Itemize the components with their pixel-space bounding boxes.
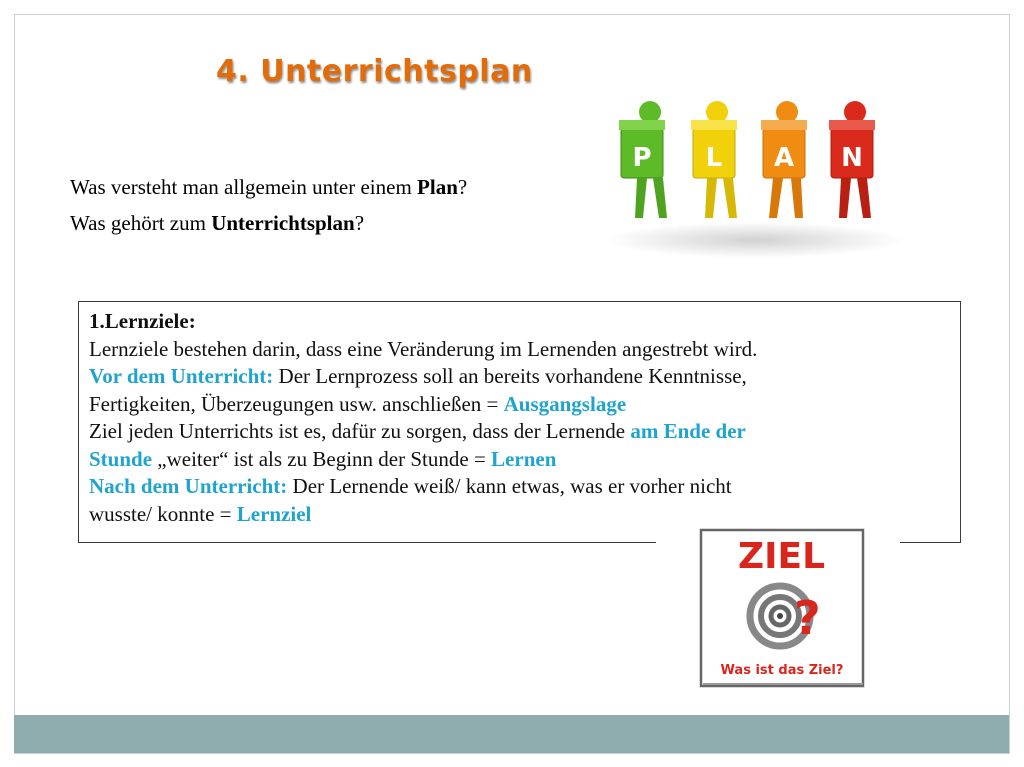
plan-letter: N <box>841 143 863 173</box>
plan-letter: P <box>632 143 652 173</box>
figure-l <box>691 101 737 218</box>
lernziele-line-2: Vor dem Unterricht: Der Lernprozess soll an bereits vorhandene Kenntnisse, <box>89 364 747 388</box>
highlight-lernen: Lernen <box>491 446 557 471</box>
question-text: Was gehört zum <box>70 211 212 235</box>
figure-p <box>619 101 667 218</box>
lernziele-heading: 1.Lernziele: <box>89 309 196 333</box>
lernziele-line-3: Fertigkeiten, Überzeugungen usw. anschließen = Ausgangslage <box>89 391 627 416</box>
plan-figures-illustration <box>605 90 905 270</box>
question-mark: ? <box>457 175 468 199</box>
ziel-word: ZIEL <box>738 536 826 577</box>
question-text: Was versteht man allgemein unter einem <box>70 175 418 199</box>
question-keyword: Unterrichtsplan <box>211 211 355 235</box>
question-keyword: Plan <box>417 175 458 199</box>
lernziele-line-1: Lernziele bestehen darin, dass eine Veränderung im Lernenden angestrebt wird. <box>89 336 758 361</box>
highlight-ausgangslage: Ausgangslage <box>503 391 627 416</box>
slide-footer-bar <box>14 715 1009 753</box>
figure-n <box>829 101 875 218</box>
figure-a <box>761 101 807 218</box>
lernziele-line-5: Stunde „weiter“ ist als zu Beginn der Stunde = Lernen <box>89 446 557 471</box>
question-mark: ? <box>354 211 365 235</box>
question-plan <box>70 175 467 200</box>
highlight-vor-dem-unterricht: Vor dem Unterricht: <box>89 364 274 388</box>
highlight-nach-dem-unterricht: Nach dem Unterricht: <box>89 474 288 498</box>
lernziele-line-7: wusste/ konnte = Lernziel <box>89 501 312 526</box>
lernziele-text <box>89 308 949 528</box>
plan-letter: L <box>705 143 723 173</box>
plan-letter: A <box>773 143 795 173</box>
highlight-lernziel: Lernziel <box>236 501 312 526</box>
question-mark-icon: ? <box>794 591 821 645</box>
question-unterrichtsplan <box>70 211 364 236</box>
ziel-caption: Was ist das Ziel? <box>720 663 844 678</box>
highlight-stunde: Stunde <box>89 446 153 471</box>
ziel-card <box>656 524 900 690</box>
lernziele-line-4: Ziel jeden Unterrichts ist es, dafür zu sorgen, dass der Lernende am Ende der <box>89 419 746 443</box>
lernziele-line-6: Nach dem Unterricht: Der Lernende weiß/ kann etwas, was er vorher nicht <box>89 474 732 498</box>
highlight-am-ende-der: am Ende der <box>630 419 746 443</box>
ziel-target-illustration <box>656 524 900 690</box>
slide-title: 4. Unterrichtsplan <box>216 54 533 89</box>
